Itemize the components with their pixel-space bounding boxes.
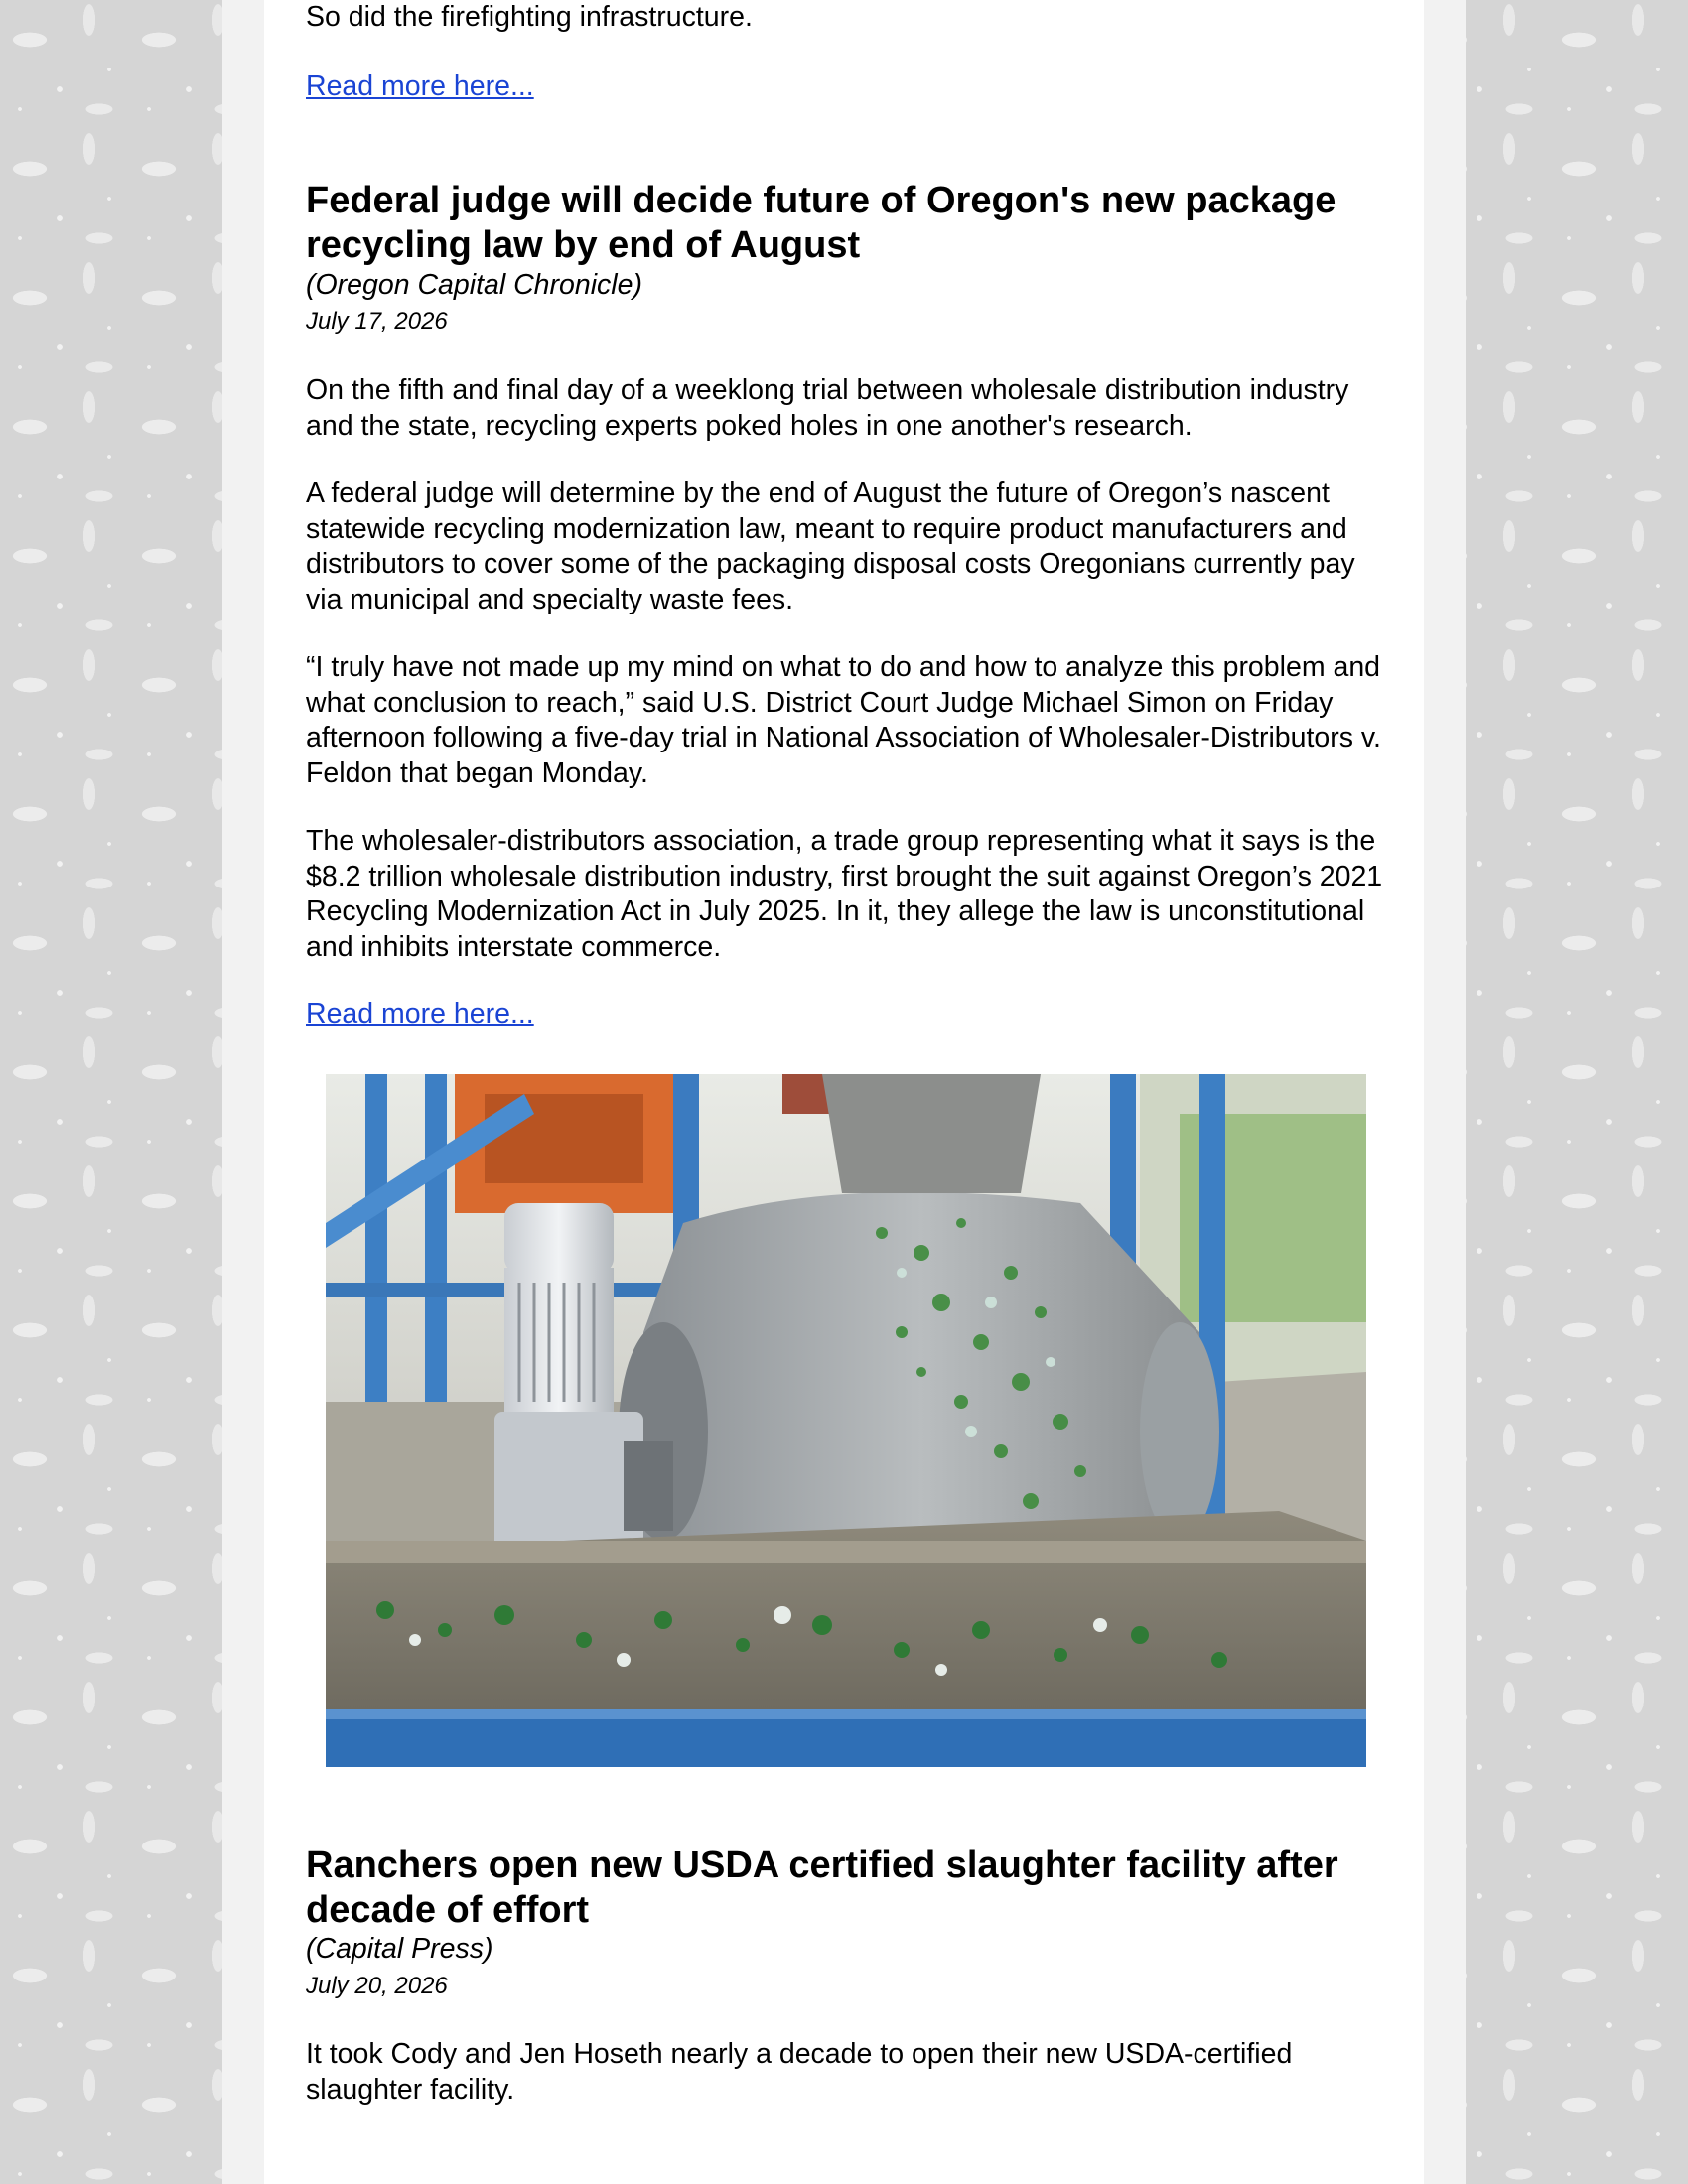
conveyor-illustration (326, 1074, 1366, 1767)
read-more-link[interactable]: Read more here... (306, 70, 534, 102)
newsletter-card (264, 0, 1424, 2184)
recycling-conveyor-photo (326, 1074, 1366, 1767)
read-more-link[interactable]: Read more here... (306, 998, 534, 1029)
article-date: July 20, 2026 (306, 1973, 448, 1999)
article-paragraph: “I truly have not made up my mind on what to do and how to analyze this problem and what conclusion to reach,” said U.S. District Court Judge Michael Simon on Friday afternoon following a five-day trial in National Association of Wholesaler-Distributors v. Feldon that began Monday. (306, 651, 1381, 789)
email-column (222, 0, 1466, 2184)
article-headline: Federal judge will decide future of Oregon's new package recycling law by end of August (306, 180, 1336, 266)
intro-tail-text: So did the firefighting infrastructure. (306, 1, 753, 33)
article-paragraph: It took Cody and Jen Hoseth nearly a decade to open their new USDA-certified slaughter facility. (306, 2038, 1293, 2106)
article-paragraph: On the fifth and final day of a weeklong trial between wholesale distribution industry and the state, recycling experts poked holes in one another's research. (306, 374, 1349, 442)
article-headline: Ranchers open new USDA certified slaughter facility after decade of effort (306, 1844, 1338, 1931)
article-paragraph: The wholesaler-distributors association, a trade group representing what it says is the $8.2 trillion wholesale distribution industry, first brought the suit against Oregon’s 2021 Recycling Modernization Act in July 2025. In it, they allege the law is unconstitutional and inhibits interstate commerce. (306, 825, 1383, 963)
article-paragraph: A federal judge will determine by the end of August the future of Oregon’s nascent statewide recycling modernization law, meant to require product manufacturers and distributors to cover some of the packaging disposal costs Oregonians currently pay via municipal and specialty waste fees. (306, 478, 1355, 615)
article-date: July 17, 2026 (306, 308, 448, 335)
article-source: (Oregon Capital Chronicle) (306, 269, 642, 301)
article-source: (Capital Press) (306, 1933, 493, 1965)
